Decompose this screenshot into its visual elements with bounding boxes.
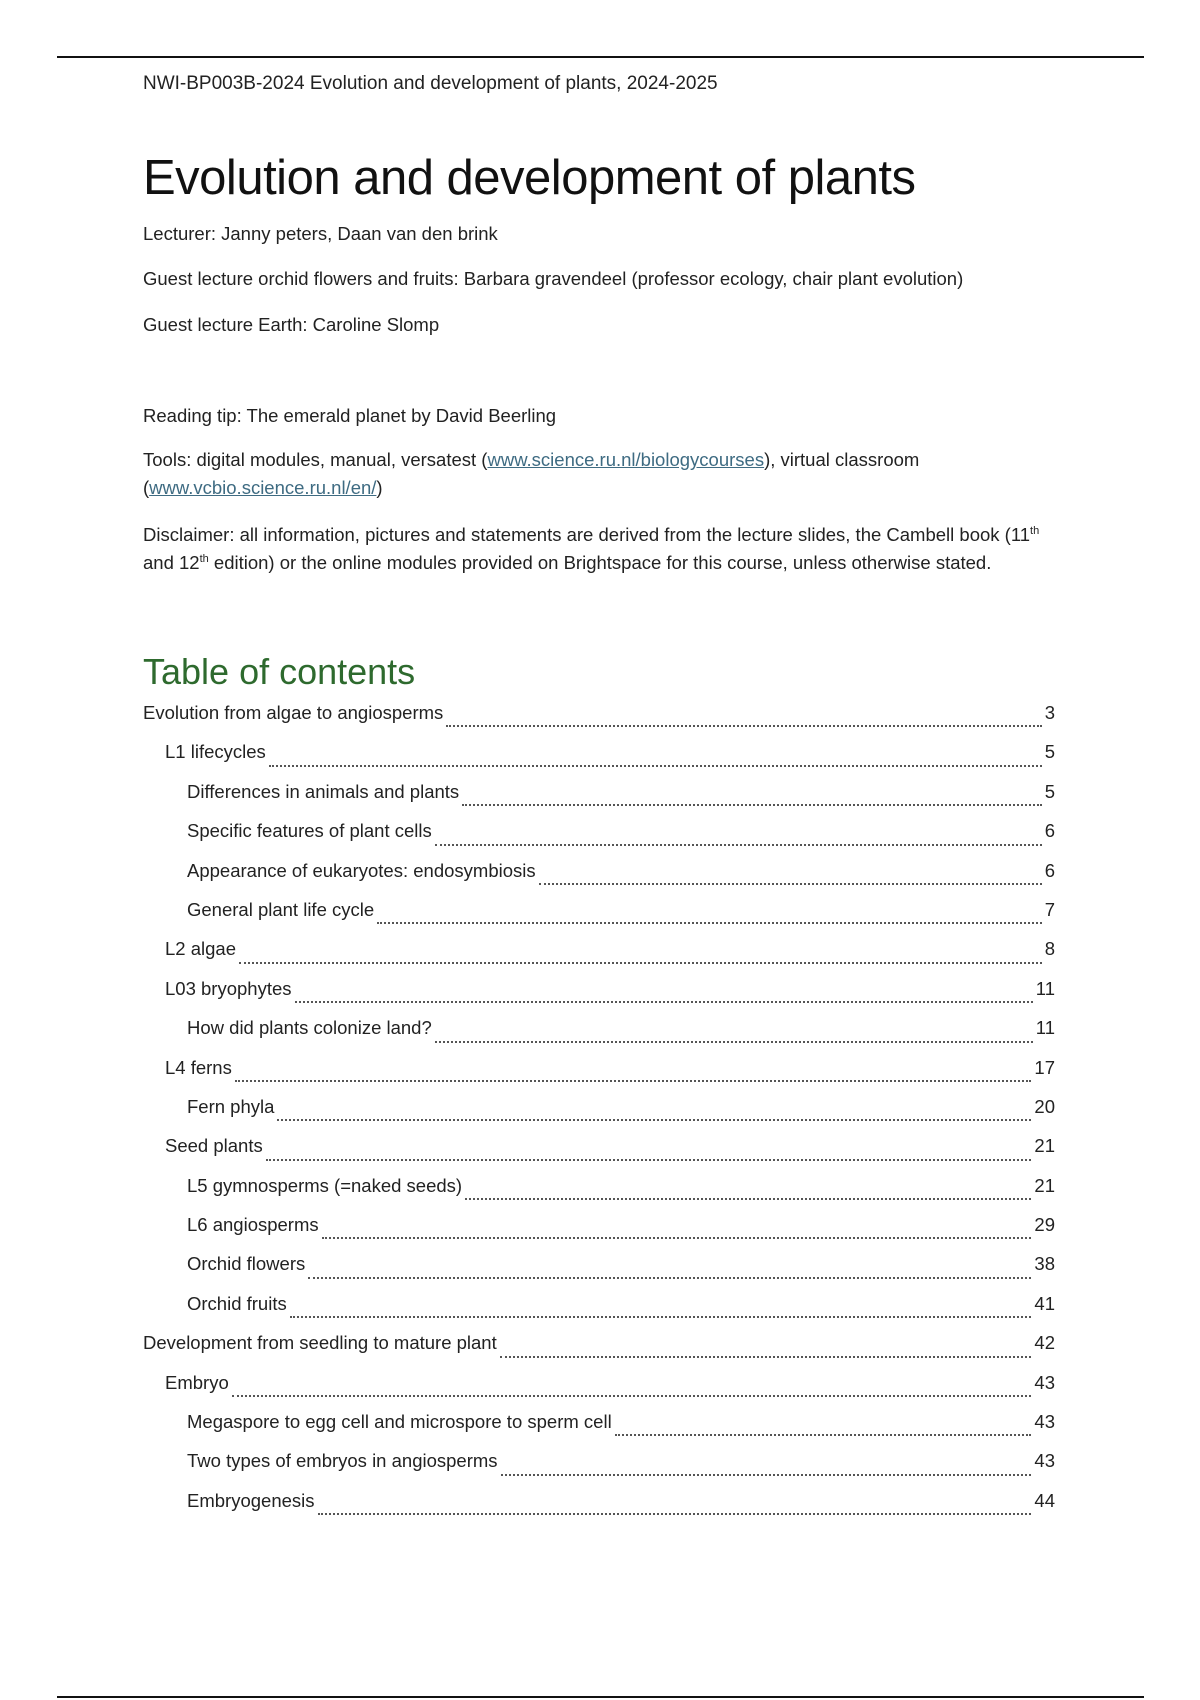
toc-dot-leader [322,1237,1032,1239]
toc-dot-leader [235,1080,1032,1082]
biologycourses-link[interactable]: www.science.ru.nl/biologycourses [487,449,765,470]
toc-entry-label: L4 ferns [165,1056,232,1078]
toc-entry-label: Two types of embryos in angiosperms [187,1450,498,1472]
toc-entry-page-number: 29 [1034,1214,1055,1236]
toc-entry[interactable] [143,781,1055,820]
toc-entry-label: Fern phyla [187,1095,275,1117]
toc-entry-label: L03 bryophytes [165,977,292,999]
toc-entry-label: Differences in animals and plants [187,780,460,802]
toc-entry[interactable] [143,1293,1055,1332]
toc-dot-leader [277,1119,1031,1121]
disclaimer-part-a: Disclaimer: all information, pictures and statements are derived from the lecture slides, the Cambell book (11 [143,524,1031,545]
footer-rule [57,1696,1144,1698]
toc-entry-label: Embryo [165,1371,229,1393]
reading-tip-line: Reading tip: The emerald planet by David Beerling [143,405,557,426]
toc-entry-page-number: 43 [1034,1371,1055,1393]
toc-entry[interactable] [143,1057,1055,1096]
toc-entry[interactable] [143,1490,1055,1529]
toc-entry[interactable] [143,1214,1055,1253]
toc-dot-leader [539,883,1042,885]
table-of-contents [143,702,1055,1529]
toc-entry[interactable] [143,899,1055,938]
toc-entry[interactable] [143,1175,1055,1214]
toc-entry[interactable] [143,978,1055,1017]
toc-dot-leader [465,1198,1031,1200]
toc-entry[interactable] [143,1017,1055,1056]
disclaimer-part-c: edition) or the online modules provided on Brightspace for this course, unless otherwise stated. [208,552,992,573]
toc-dot-leader [501,1474,1032,1476]
toc-entry-page-number: 43 [1034,1411,1055,1433]
toc-entry[interactable] [143,938,1055,977]
toc-entry[interactable] [143,1411,1055,1450]
toc-entry-page-number: 42 [1034,1332,1055,1354]
disclaimer-superscript-2: th [199,552,209,565]
tools-middle: ), virtual classroom ( [143,449,920,498]
toc-entry-label: Evolution from algae to angiosperms [143,702,444,723]
vcbio-link[interactable]: www.vcbio.science.ru.nl/en/ [149,477,377,498]
toc-dot-leader [266,1159,1032,1161]
disclaimer-part-b: and 12 [143,552,200,573]
toc-entry-page-number: 11 [1035,977,1055,999]
toc-entry-label: Appearance of eukaryotes: endosymbiosis [187,859,536,881]
toc-dot-leader [446,725,1041,727]
toc-entry-page-number: 5 [1044,780,1055,802]
running-header: NWI-BP003B-2024 Evolution and development of plants, 2024-2025 [143,73,718,94]
toc-dot-leader [269,765,1042,767]
guest-lecture-earth-line: Guest lecture Earth: Caroline Slomp [143,314,440,335]
toc-entry[interactable] [143,1253,1055,1292]
toc-entry[interactable] [143,1135,1055,1174]
toc-entry-page-number: 6 [1044,820,1055,842]
toc-dot-leader [308,1277,1031,1279]
toc-dot-leader [615,1434,1032,1436]
toc-entry-label: General plant life cycle [187,898,375,920]
toc-entry-label: L6 angiosperms [187,1214,319,1236]
toc-dot-leader [435,1041,1033,1043]
toc-entry-page-number: 8 [1044,938,1055,960]
toc-entry-page-number: 5 [1044,741,1055,763]
tools-paragraph [143,446,1055,502]
toc-entry[interactable] [143,1332,1055,1371]
toc-entry-page-number: 41 [1034,1292,1055,1314]
toc-entry-page-number: 7 [1044,898,1055,920]
toc-dot-leader [377,922,1042,924]
toc-heading: Table of contents [143,651,416,692]
toc-entry-page-number: 6 [1044,859,1055,881]
toc-entry-page-number: 17 [1034,1056,1055,1078]
toc-entry[interactable] [143,1096,1055,1135]
toc-entry[interactable] [143,820,1055,859]
document-title: Evolution and development of plants [143,151,916,205]
toc-dot-leader [462,804,1042,806]
toc-dot-leader [232,1395,1032,1397]
toc-entry-label: Orchid fruits [187,1292,287,1314]
header-rule [57,56,1144,58]
toc-dot-leader [239,962,1042,964]
disclaimer-superscript-1: th [1030,524,1040,537]
tools-suffix: ) [376,477,383,498]
toc-entry-page-number: 20 [1034,1095,1055,1117]
toc-entry[interactable] [143,1450,1055,1489]
toc-entry-label: L1 lifecycles [165,741,266,763]
toc-entry-page-number: 3 [1044,702,1055,723]
toc-entry-page-number: 21 [1034,1135,1055,1157]
toc-entry-page-number: 11 [1035,1017,1055,1039]
lecturer-line: Lecturer: Janny peters, Daan van den brink [143,223,498,244]
toc-entry[interactable] [143,741,1055,780]
toc-entry-label: Development from seedling to mature plant [143,1332,497,1354]
toc-entry-label: Seed plants [165,1135,263,1157]
disclaimer-paragraph [143,521,1055,577]
toc-entry-label: Megaspore to egg cell and microspore to sperm cell [187,1411,612,1433]
toc-entry-label: Orchid flowers [187,1253,306,1275]
toc-dot-leader [290,1316,1032,1318]
toc-entry[interactable] [143,860,1055,899]
toc-dot-leader [435,844,1042,846]
toc-entry[interactable] [143,1372,1055,1411]
toc-entry-page-number: 38 [1034,1253,1055,1275]
guest-lecture-orchid-line: Guest lecture orchid flowers and fruits: Barbara gravendeel (professor ecology, chair plant evolution) [143,268,964,289]
toc-dot-leader [318,1513,1032,1515]
toc-entry-label: L5 gymnosperms (=naked seeds) [187,1174,463,1196]
toc-entry-label: How did plants colonize land? [187,1017,432,1039]
toc-entry-page-number: 21 [1034,1174,1055,1196]
toc-entry-label: L2 algae [165,938,236,960]
toc-entry[interactable] [143,702,1055,741]
tools-prefix: Tools: digital modules, manual, versatest ( [143,449,488,470]
toc-entry-label: Specific features of plant cells [187,820,432,842]
toc-dot-leader [500,1356,1032,1358]
toc-dot-leader [295,1001,1033,1003]
toc-entry-page-number: 44 [1034,1489,1055,1511]
document-page [143,70,1055,1511]
toc-entry-label: Embryogenesis [187,1489,315,1511]
toc-entry-page-number: 43 [1034,1450,1055,1472]
